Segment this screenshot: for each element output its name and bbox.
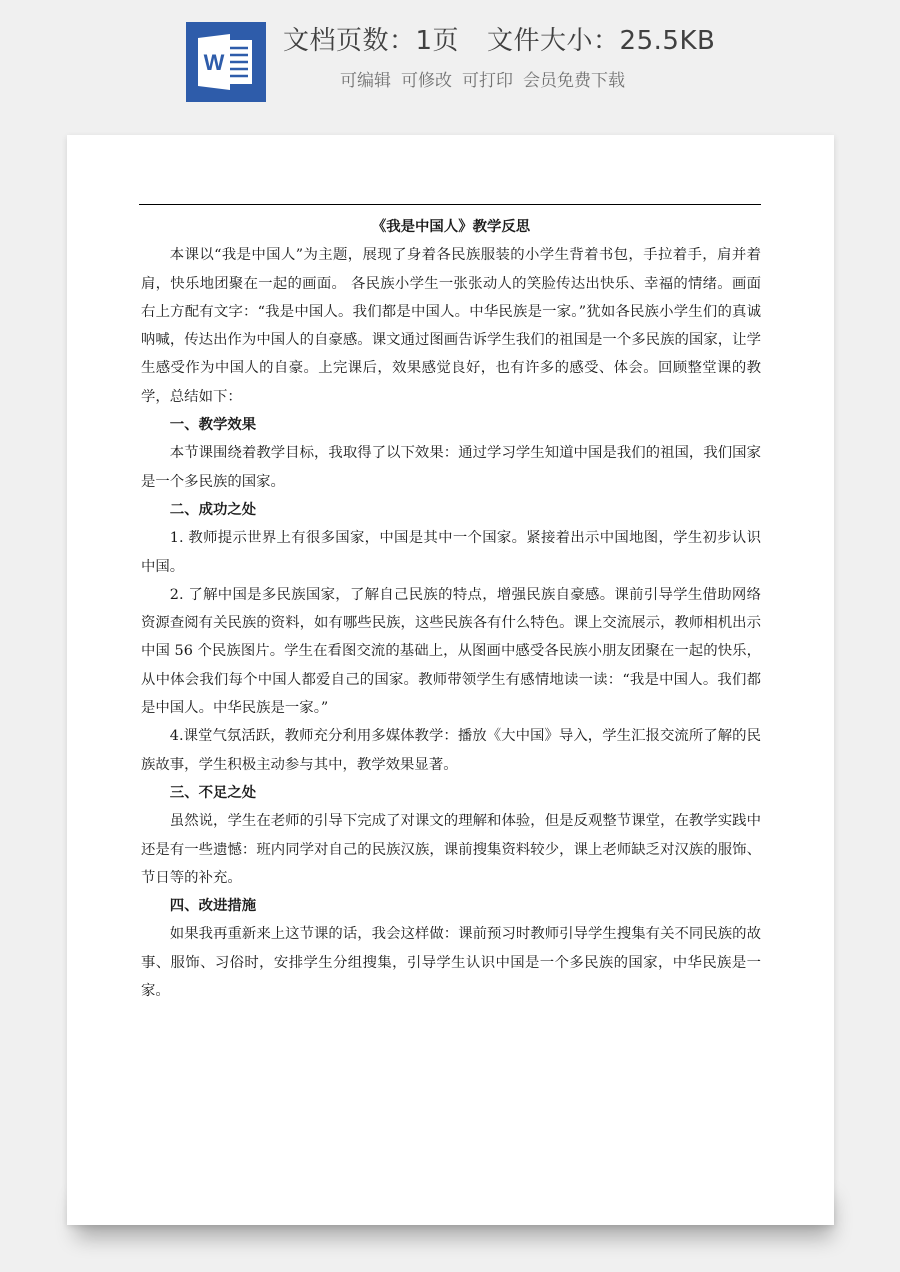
file-info-line — [283, 20, 715, 57]
improvements-paragraph: 如果我再重新来上这节课的话，我会这样做：课前预习时教师引导学生搜集有关不同民族的故事、服饰、习俗时，安排学生分组搜集，引导学生认识中国是一个多民族的国家，中华民族是一家。 — [141, 926, 761, 1000]
section-heading-effects: 一、教学效果 — [169, 416, 257, 434]
download-info-header — [0, 0, 900, 125]
word-logo-letter: W — [203, 50, 225, 75]
file-size: 文件大小：25.5KB — [487, 26, 716, 56]
feature-free-download: 会员免费下载 — [523, 71, 625, 91]
document-body — [141, 213, 761, 1005]
shortcomings-paragraph: 虽然说，学生在老师的引导下完成了对课文的理解和体验，但是反观整节课堂，在教学实践中还是有一些遗憾：班内同学对自己的民族汉族，课前搜集资料较少，课上老师缺乏对汉族的服饰、节日等的补充。 — [141, 813, 761, 886]
feature-list — [340, 66, 625, 91]
success-item-1: 1. 教师提示世界上有很多国家，中国是其中一个国家。紧接着出示中国地图，学生初步认识中国。 — [141, 530, 761, 575]
success-item-4: 4.课堂气氛活跃，教师充分利用多媒体教学：播放《大中国》导入，学生汇报交流所了解的民族故事，学生积极主动参与其中，教学效果显著。 — [141, 728, 761, 773]
section-heading-shortcomings: 三、不足之处 — [169, 783, 257, 801]
document-title: 《我是中国人》教学反思 — [371, 218, 531, 235]
section-heading-successes: 二、成功之处 — [169, 500, 257, 518]
section-heading-improvements: 四、改进措施 — [169, 897, 257, 915]
document-page — [67, 135, 834, 1225]
page-count: 文档页数：1页 — [283, 26, 460, 56]
success-item-2: 2. 了解中国是多民族国家，了解自己民族的特点，增强民族自豪感。课前引导学生借助网络资源查阅有关民族的资料，如有哪些民族，这些民族各有什么特色。课上交流展示，教师相机出示中国 56 个民族图片。学生在看图交流的基础上，从图画中感受各民族小朋友团聚在一起的快乐，从中体会我们每个中国人都爱自己的国家。教师带领学生有感情地读一读：“我是中国人。我们都是中国人。中华民族是一家。” — [141, 586, 761, 717]
feature-editable: 可编辑 — [340, 71, 391, 91]
word-document-icon — [186, 22, 266, 102]
header-rule — [139, 204, 761, 205]
intro-paragraph: 本课以“我是中国人”为主题，展现了身着各民族服装的小学生背着书包，手拉着手，肩并着肩，快乐地团聚在一起的画面。 各民族小学生一张张动人的笑脸传达出快乐、幸福的情绪。画面右上方配有文字：“我是中国人。我们都是中国人。中华民族是一家。”犹如各民族小学生们的真诚呐喊，传达出作为中国人的自豪感。课文通过图画告诉学生我们的祖国是一个多民族的国家，让学生感受作为中国人的自豪。上完课后，效果感觉良好，也有许多的感受、体会。回顾整堂课的教学，总结如下： — [141, 247, 761, 405]
feature-printable: 可打印 — [462, 71, 513, 91]
effects-paragraph: 本节课围绕着教学目标，我取得了以下效果：通过学习学生知道中国是我们的祖国，我们国家是一个多民族的国家。 — [141, 445, 761, 490]
feature-modifiable: 可修改 — [401, 71, 452, 91]
